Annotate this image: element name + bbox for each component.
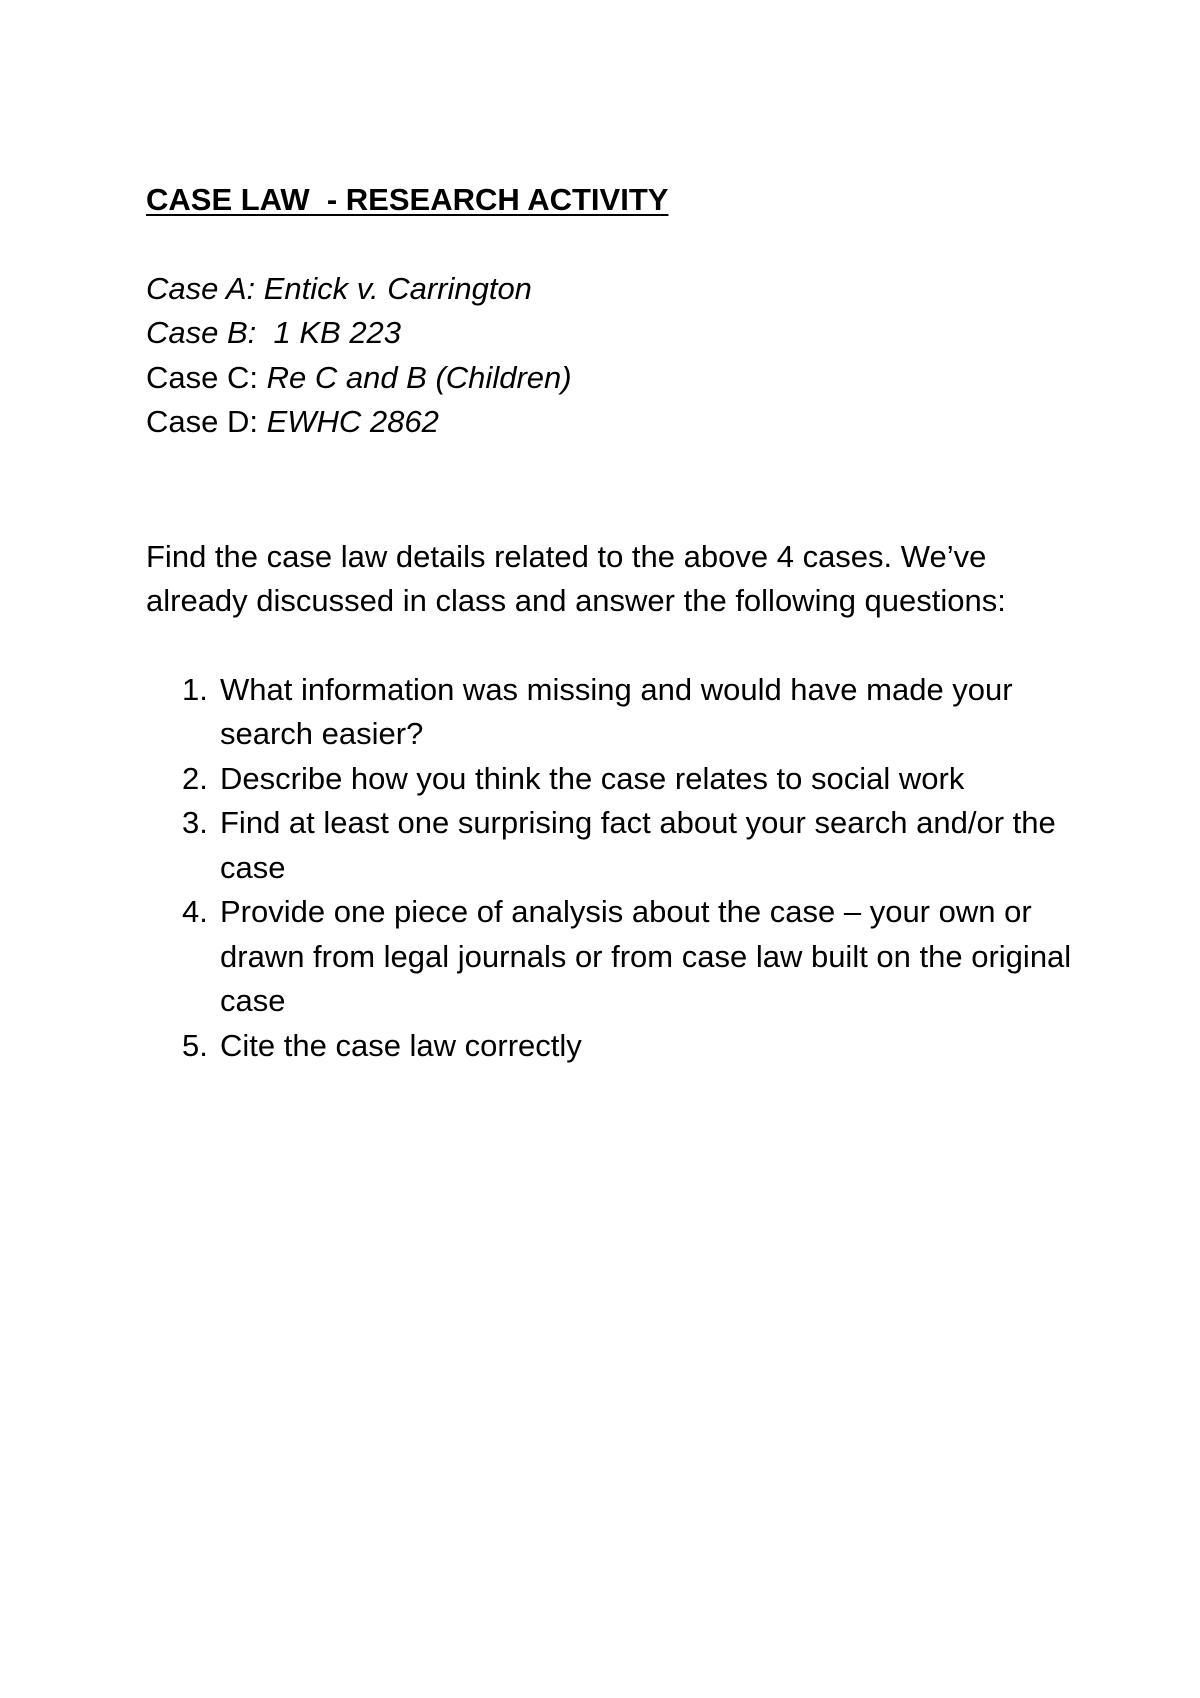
question-item (146, 801, 1080, 890)
question-item (146, 668, 1080, 757)
case-c-label: Case C: (146, 359, 267, 395)
question-number: 3. (182, 805, 208, 840)
case-b-name: 1 KB 223 (273, 315, 402, 350)
document-body (146, 178, 1076, 1068)
case-a (146, 267, 1076, 312)
question-item (146, 1024, 1080, 1069)
case-c (146, 356, 1076, 401)
question-text: Provide one piece of analysis about the case – your own or drawn from legal journals or from case law built on the original case (220, 894, 1072, 1018)
question-text: Find at least one surprising fact about your search and/or the case (220, 805, 1056, 885)
question-number: 1. (182, 671, 208, 707)
case-d-label: Case D: (146, 404, 267, 439)
question-text: Cite the case law correctly (220, 1027, 582, 1063)
case-b-label: Case B: (146, 315, 274, 350)
question-list (146, 668, 1076, 1069)
instructions-paragraph: Find the case law details related to the above 4 cases. We’ve already discussed in class and answer the following questions: (146, 538, 1006, 618)
question-number: 5. (182, 1027, 208, 1063)
question-text: What information was missing and would have made your search easier? (220, 671, 1013, 751)
question-text: Describe how you think the case relates to social work (220, 760, 965, 796)
case-list (146, 267, 1076, 445)
page-title: CASE LAW - RESEARCH ACTIVITY (146, 182, 669, 217)
case-d (146, 400, 1076, 445)
case-a-label: Case A: (146, 270, 264, 306)
question-number: 2. (182, 760, 208, 796)
case-c-name: Re C and B (Children) (266, 359, 572, 395)
question-item (146, 890, 1080, 1024)
question-number: 4. (182, 894, 208, 929)
question-item (146, 757, 1080, 802)
case-b (146, 311, 1076, 356)
case-a-name: Entick v. Carrington (263, 270, 532, 306)
case-d-name: EWHC 2862 (266, 404, 439, 439)
